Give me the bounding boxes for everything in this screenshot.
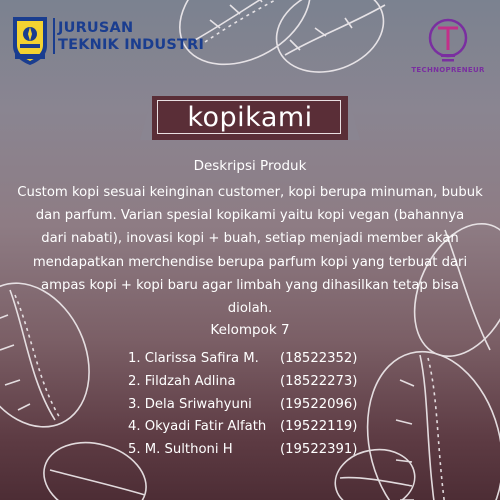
member-id: (19522391) — [280, 442, 358, 458]
member-list — [128, 348, 388, 462]
member-id: (19522096) — [280, 396, 358, 412]
description-line: dari nabati), inovasi kopi + buah, setiap menjadi member akan — [41, 231, 459, 247]
group-heading: Kelompok 7 — [210, 322, 290, 338]
description-line: dan parfum. Varian spesial kopikami yaitu kopi vegan (bahannya — [35, 208, 465, 224]
list-item — [128, 416, 388, 439]
department-line-2: TEKNIK INDUSTRI — [58, 37, 205, 53]
list-item — [128, 394, 388, 417]
partner-label: TECHNOPRENEUR — [411, 66, 485, 74]
member-id: (19522119) — [280, 419, 358, 435]
member-name: 2. Fildzah Adlina — [128, 373, 236, 389]
description-line: diolah. — [227, 301, 273, 317]
list-item — [128, 348, 388, 371]
member-name: 5. M. Sulthoni H — [128, 442, 233, 458]
description-line: ampas kopi + kopi baru agar limbah yang dihasilkan tetap bisa — [41, 277, 459, 293]
description-heading: Deskripsi Produk — [193, 158, 307, 174]
product-title: kopikami — [187, 102, 313, 133]
description-text — [12, 181, 488, 320]
member-id: (18522273) — [280, 373, 358, 389]
description-line: Custom kopi sesuai keinginan customer, kopi berupa minuman, bubuk — [17, 185, 483, 200]
list-item — [128, 371, 388, 394]
member-id: (18522352) — [280, 351, 358, 366]
description-line: mendapatkan merchendise berupa parfum kopi yang terbuat dari — [32, 254, 468, 270]
member-name: 3. Dela Sriwahyuni — [128, 396, 252, 412]
member-name: 1. Clarissa Safira M. — [128, 351, 259, 366]
list-item — [128, 439, 388, 462]
member-name: 4. Okyadi Fatir Alfath — [128, 419, 267, 435]
department-line-1: JURUSAN — [58, 20, 134, 36]
